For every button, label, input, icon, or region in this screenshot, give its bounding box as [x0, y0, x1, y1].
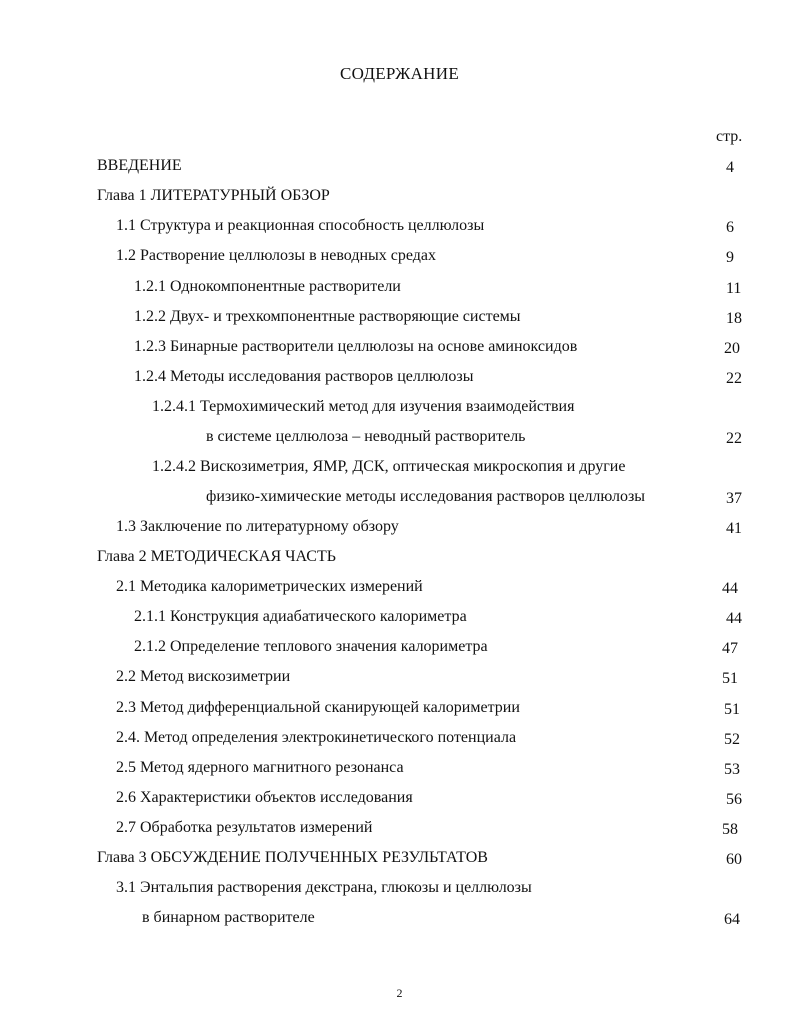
toc-entry-text: 1.2.3 Бинарные растворители целлюлозы на основе аминоксидов: [134, 338, 578, 355]
toc-entry-text: 2.1.2 Определение теплового значения калориметра: [134, 638, 488, 655]
toc-entry-text: физико-химические методы исследования растворов целлюлозы: [206, 488, 646, 505]
page-number: 2: [396, 986, 403, 1000]
toc-entry-text: 1.2.4.2 Вискозиметрия, ЯМР, ДСК, оптическая микроскопия и другие: [152, 458, 626, 475]
toc-entry-page: 58: [722, 821, 738, 838]
toc-entry-text: 2.4. Метод определения электрокинетического потенциала: [116, 729, 517, 746]
toc-entry-text: 2.3 Метод дифференциальной сканирующей калориметрии: [116, 699, 520, 716]
toc-entry-page: 52: [724, 731, 740, 748]
toc-entry-page: 47: [722, 640, 738, 657]
toc-entry-page: 4: [726, 159, 734, 176]
toc-entry-text: 1.2.1 Однокомпонентные растворители: [134, 278, 401, 295]
toc-entry-text: 1.2.4 Методы исследования растворов целлюлозы: [134, 368, 474, 385]
toc-entry-page: 64: [724, 911, 740, 928]
toc-entry-page: 11: [726, 280, 742, 297]
toc-entry-text: в бинарном растворителе: [142, 909, 315, 926]
toc-entry-page: 41: [726, 520, 742, 537]
document-title: СОДЕРЖАНИЕ: [339, 64, 460, 83]
toc-entry-page: 44: [726, 610, 742, 627]
toc-entry-page: 53: [724, 761, 740, 778]
toc-entry-page: 9: [726, 249, 734, 266]
toc-entry-text: 1.2.2 Двух- и трехкомпонентные растворяющие системы: [134, 308, 521, 325]
toc-entry-text: в системе целлюлоза – неводный растворитель: [206, 428, 526, 445]
toc-entry-text: 1.2.4.1 Термохимический метод для изучения взаимодействия: [152, 398, 575, 415]
toc-entry-page: 22: [726, 370, 742, 387]
page-column-header: стр.: [716, 128, 743, 145]
toc-entry-text: ВВЕДЕНИЕ: [97, 157, 182, 174]
toc-entry-page: 51: [724, 701, 740, 718]
toc-entry-page: 51: [722, 670, 738, 687]
toc-entry-text: Глава 3 ОБСУЖДЕНИЕ ПОЛУЧЕННЫХ РЕЗУЛЬТАТОВ: [97, 849, 488, 866]
toc-entry-text: 2.7 Обработка результатов измерений: [116, 819, 373, 836]
toc-entry-text: 2.1 Методика калориметрических измерений: [116, 578, 423, 595]
toc-entry-page: 60: [726, 851, 742, 868]
toc-entry-page: 44: [722, 580, 738, 597]
toc-entry-text: Глава 2 МЕТОДИЧЕСКАЯ ЧАСТЬ: [97, 548, 336, 565]
toc-entry-page: 56: [726, 791, 742, 808]
toc-entry-page: 6: [726, 219, 734, 236]
toc-entry-text: 1.3 Заключение по литературному обзору: [116, 518, 399, 535]
toc-entry-page: 37: [726, 490, 742, 507]
toc-entry-text: 2.6 Характеристики объектов исследования: [116, 789, 413, 806]
toc-entry-page: 22: [726, 430, 742, 447]
toc-entry-text: 3.1 Энтальпия растворения декстрана, глюкозы и целлюлозы: [116, 879, 532, 896]
toc-entry-text: 2.2 Метод вискозиметрии: [116, 668, 291, 685]
toc-entry-text: 2.5 Метод ядерного магнитного резонанса: [116, 759, 404, 776]
toc-entry-text: 1.1 Структура и реакционная способность целлюлозы: [116, 217, 485, 234]
toc-entry-text: 1.2 Растворение целлюлозы в неводных средах: [116, 247, 436, 264]
toc-entry-page: 18: [726, 310, 742, 327]
toc-entry-text: 2.1.1 Конструкция адиабатического калориметра: [134, 608, 467, 625]
toc-entry-page: 20: [724, 340, 740, 357]
toc-entry-text: Глава 1 ЛИТЕРАТУРНЫЙ ОБЗОР: [97, 187, 330, 204]
